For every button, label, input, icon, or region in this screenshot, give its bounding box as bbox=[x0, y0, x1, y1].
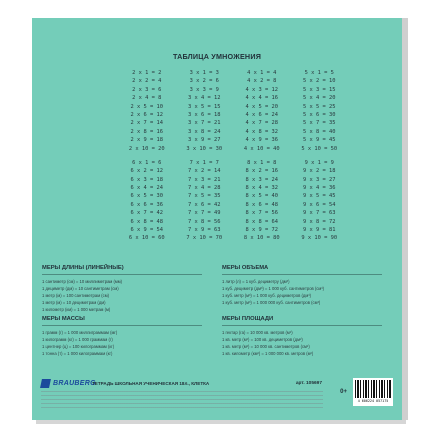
multiplication-row: 3 x 2 = 6 bbox=[189, 78, 219, 85]
page-title: ТАБЛИЦА УМНОЖЕНИЯ bbox=[172, 52, 262, 61]
multiplication-column bbox=[235, 69, 289, 153]
multiplication-row: 7 x 8 = 56 bbox=[188, 218, 221, 225]
multiplication-column bbox=[178, 69, 232, 153]
multiplication-row: 9 x 7 = 63 bbox=[303, 210, 336, 217]
multiplication-row: 2 x 1 = 2 bbox=[132, 70, 162, 76]
multiplication-row: 3 x 4 = 12 bbox=[188, 95, 221, 102]
multiplication-row: 5 x 3 = 15 bbox=[303, 86, 336, 93]
back-cover-edge bbox=[402, 18, 408, 420]
multiplication-row: 5 x 4 = 20 bbox=[303, 95, 336, 102]
multiplication-row: 9 x 8 = 72 bbox=[303, 218, 336, 225]
measure-line: 1 куб. дециметр (дм³) = 1 000 куб. сантиметров (см³) bbox=[222, 286, 325, 291]
multiplication-row: 4 x 7 = 28 bbox=[245, 120, 278, 127]
barcode-number: 4 606224 057175 bbox=[357, 399, 389, 403]
multiplication-row: 3 x 7 = 21 bbox=[188, 120, 221, 127]
multiplication-row: 2 x 9 = 18 bbox=[130, 137, 163, 144]
multiplication-block-top bbox=[120, 69, 346, 153]
multiplication-row: 3 x 3 = 9 bbox=[189, 86, 219, 93]
divider bbox=[222, 274, 382, 275]
measure-line: 1 грамм (г) = 1 000 миллиграммам (мг) bbox=[42, 330, 118, 335]
length-measures bbox=[42, 265, 202, 313]
multiplication-row: 9 x 9 = 81 bbox=[303, 227, 336, 234]
multiplication-row: 8 x 7 = 56 bbox=[245, 210, 278, 217]
multiplication-row: 3 x 8 = 24 bbox=[188, 128, 221, 135]
multiplication-row: 2 x 6 = 12 bbox=[130, 111, 163, 118]
multiplication-row: 7 x 3 = 21 bbox=[188, 176, 221, 183]
multiplication-row: 2 x 10 = 20 bbox=[128, 145, 165, 152]
multiplication-row: 6 x 3 = 18 bbox=[130, 176, 163, 183]
multiplication-row: 8 x 9 = 72 bbox=[245, 227, 278, 234]
multiplication-row: 8 x 8 = 64 bbox=[245, 218, 278, 225]
divider bbox=[42, 325, 202, 326]
multiplication-column bbox=[235, 159, 289, 243]
multiplication-row: 7 x 2 = 14 bbox=[188, 168, 221, 175]
divider bbox=[222, 325, 382, 326]
notebook-cover bbox=[32, 18, 402, 420]
multiplication-row: 3 x 1 = 3 bbox=[189, 70, 219, 76]
multiplication-row: 9 x 1 = 9 bbox=[304, 159, 334, 166]
multiplication-row: 7 x 5 = 35 bbox=[188, 193, 221, 200]
multiplication-row: 8 x 5 = 40 bbox=[245, 193, 278, 200]
multiplication-column bbox=[293, 159, 347, 243]
fine-print-lines bbox=[41, 391, 323, 411]
measure-line: 1 кв. метр (м²) = 100 кв. дециметров (дм²) bbox=[222, 337, 303, 342]
multiplication-row: 6 x 1 = 6 bbox=[132, 159, 162, 166]
multiplication-row: 6 x 2 = 12 bbox=[130, 168, 163, 175]
multiplication-row: 8 x 1 = 8 bbox=[247, 159, 277, 166]
measure-line: 1 метр (м) = 100 сантиметрам (см) bbox=[42, 293, 110, 298]
barcode-bars bbox=[355, 380, 391, 398]
volume-lines bbox=[222, 278, 382, 306]
multiplication-row: 7 x 10 = 70 bbox=[186, 235, 223, 242]
measure-line: 1 тонна (т) = 1 000 килограммам (кг) bbox=[42, 351, 113, 356]
multiplication-column bbox=[293, 69, 347, 153]
multiplication-row: 4 x 9 = 36 bbox=[245, 137, 278, 144]
multiplication-row: 7 x 1 = 7 bbox=[189, 159, 219, 166]
footer bbox=[32, 373, 402, 420]
multiplication-row: 4 x 1 = 4 bbox=[247, 70, 277, 76]
multiplication-row: 7 x 9 = 63 bbox=[188, 227, 221, 234]
multiplication-row: 6 x 10 = 60 bbox=[128, 235, 165, 242]
multiplication-row: 5 x 9 = 45 bbox=[303, 137, 336, 144]
multiplication-row: 3 x 9 = 27 bbox=[188, 137, 221, 144]
measure-line: 1 куб. метр (м³) = 1 000 000 куб. сантиметров (см³) bbox=[222, 300, 321, 305]
area-lines bbox=[222, 329, 382, 357]
area-measures bbox=[222, 316, 382, 357]
multiplication-row: 6 x 8 = 48 bbox=[130, 218, 163, 225]
multiplication-row: 6 x 5 = 30 bbox=[130, 193, 163, 200]
multiplication-row: 9 x 5 = 45 bbox=[303, 193, 336, 200]
multiplication-row: 4 x 2 = 8 bbox=[247, 78, 277, 85]
length-title: МЕРЫ ДЛИНЫ (ЛИНЕЙНЫЕ) bbox=[42, 265, 124, 271]
multiplication-row: 2 x 4 = 8 bbox=[132, 95, 162, 102]
multiplication-row: 7 x 4 = 28 bbox=[188, 185, 221, 192]
brand-logo bbox=[41, 379, 96, 388]
mass-lines bbox=[42, 329, 202, 357]
multiplication-row: 4 x 10 = 40 bbox=[243, 145, 280, 152]
measure-line: 1 кв. метр (м²) = 10 000 кв. сантиметров (см²) bbox=[222, 344, 310, 349]
measure-line: 1 дециметр (дм) = 10 сантиметрам (см) bbox=[42, 286, 119, 291]
multiplication-row: 4 x 3 = 12 bbox=[245, 86, 278, 93]
length-lines bbox=[42, 278, 202, 313]
multiplication-row: 8 x 4 = 32 bbox=[245, 185, 278, 192]
multiplication-row: 4 x 8 = 32 bbox=[245, 128, 278, 135]
multiplication-row: 9 x 2 = 18 bbox=[303, 168, 336, 175]
measure-line: 1 куб. метр (м³) = 1 000 куб. дециметров (дм³) bbox=[222, 293, 311, 298]
article-number: арт. 105697 bbox=[295, 381, 322, 386]
age-rating: 0+ bbox=[340, 389, 347, 395]
multiplication-row: 5 x 5 = 25 bbox=[303, 103, 336, 110]
volume-measures bbox=[222, 265, 382, 306]
multiplication-row: 9 x 3 = 27 bbox=[303, 176, 336, 183]
measure-line: 1 килограмм (кг) = 1 000 граммам (г) bbox=[42, 337, 113, 342]
multiplication-row: 5 x 8 = 40 bbox=[303, 128, 336, 135]
multiplication-row: 7 x 7 = 49 bbox=[188, 210, 221, 217]
multiplication-row: 9 x 4 = 36 bbox=[303, 185, 336, 192]
multiplication-row: 2 x 3 = 6 bbox=[132, 86, 162, 93]
multiplication-row: 5 x 7 = 35 bbox=[303, 120, 336, 127]
multiplication-row: 6 x 9 = 54 bbox=[130, 227, 163, 234]
multiplication-row: 8 x 10 = 80 bbox=[243, 235, 280, 242]
manufacturer-fine-print bbox=[41, 391, 323, 411]
multiplication-row: 3 x 10 = 30 bbox=[186, 145, 223, 152]
mass-title: МЕРЫ МАССЫ bbox=[42, 316, 85, 322]
volume-title: МЕРЫ ОБЪЕМА bbox=[222, 265, 269, 271]
multiplication-row: 7 x 6 = 42 bbox=[188, 201, 221, 208]
measure-line: 1 метр (м) = 10 дециметрам (дм) bbox=[42, 300, 106, 305]
multiplication-row: 2 x 2 = 4 bbox=[132, 78, 162, 85]
multiplication-row: 2 x 5 = 10 bbox=[130, 103, 163, 110]
multiplication-row: 8 x 2 = 16 bbox=[245, 168, 278, 175]
brand-name: BRAUBERG bbox=[53, 380, 96, 387]
multiplication-row: 8 x 3 = 24 bbox=[245, 176, 278, 183]
multiplication-row: 6 x 6 = 36 bbox=[130, 201, 163, 208]
measures-section bbox=[42, 265, 392, 365]
multiplication-row: 6 x 4 = 24 bbox=[130, 185, 163, 192]
multiplication-table bbox=[120, 69, 346, 243]
multiplication-row: 5 x 10 = 50 bbox=[301, 145, 338, 152]
multiplication-row: 9 x 6 = 54 bbox=[303, 201, 336, 208]
multiplication-row: 5 x 1 = 5 bbox=[304, 70, 334, 76]
measure-line: 1 километр (км) = 1 000 метрам (м) bbox=[42, 307, 111, 312]
barcode bbox=[353, 378, 393, 406]
product-name: ТЕТРАДЬ ШКОЛЬНАЯ УЧЕНИЧЕСКАЯ 18л., КЛЕТКА bbox=[92, 381, 210, 386]
measure-line: 1 центнер (ц) = 100 килограммам (кг) bbox=[42, 344, 115, 349]
measure-line: 1 литр (л) = 1 куб. дециметру (дм³) bbox=[222, 279, 290, 284]
multiplication-row: 5 x 2 = 10 bbox=[303, 78, 336, 85]
multiplication-block-bottom bbox=[120, 159, 346, 243]
multiplication-row: 5 x 6 = 30 bbox=[303, 111, 336, 118]
divider bbox=[42, 274, 202, 275]
measure-line: 1 гектар (га) = 10 000 кв. метров (м²) bbox=[222, 330, 293, 335]
multiplication-row: 8 x 6 = 48 bbox=[245, 201, 278, 208]
mass-measures bbox=[42, 316, 202, 357]
multiplication-row: 4 x 4 = 16 bbox=[245, 95, 278, 102]
area-title: МЕРЫ ПЛОЩАДИ bbox=[222, 316, 274, 322]
multiplication-row: 6 x 7 = 42 bbox=[130, 210, 163, 217]
brand-mark-icon bbox=[40, 379, 51, 388]
multiplication-row: 3 x 5 = 15 bbox=[188, 103, 221, 110]
measure-line: 1 кв. километр (км²) = 1 000 000 кв. метров (м²) bbox=[222, 351, 314, 356]
multiplication-row: 4 x 5 = 20 bbox=[245, 103, 278, 110]
multiplication-column bbox=[120, 69, 174, 153]
multiplication-column bbox=[120, 159, 174, 243]
multiplication-row: 2 x 7 = 14 bbox=[130, 120, 163, 127]
measure-line: 1 сантиметр (см) = 10 миллиметрам (мм) bbox=[42, 279, 122, 284]
multiplication-row: 9 x 10 = 90 bbox=[301, 235, 338, 242]
multiplication-row: 4 x 6 = 24 bbox=[245, 111, 278, 118]
multiplication-row: 2 x 8 = 16 bbox=[130, 128, 163, 135]
multiplication-column bbox=[178, 159, 232, 243]
multiplication-row: 3 x 6 = 18 bbox=[188, 111, 221, 118]
